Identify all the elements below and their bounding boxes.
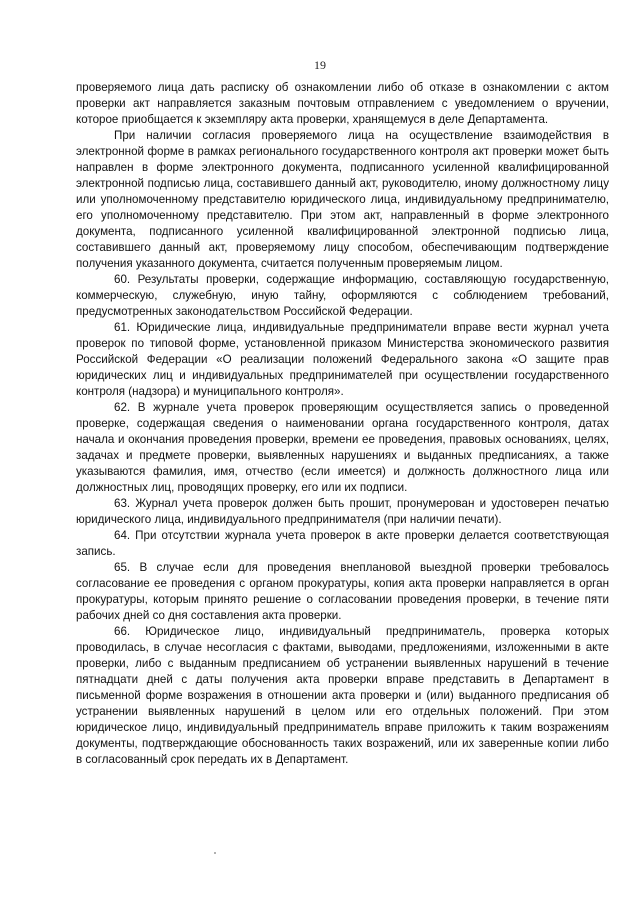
- document-body: [76, 80, 609, 768]
- paragraph-64: 64. При отсутствии журнала учета проверок в акте проверки делается соответствующая запись.: [76, 529, 609, 558]
- paragraph-63: 63. Журнал учета проверок должен быть прошит, пронумерован и удостоверен печатью юридического лица, индивидуального предпринимателя (при наличии печати).: [76, 497, 609, 526]
- page-number: 19: [314, 58, 326, 72]
- paragraph-61: 61. Юридические лица, индивидуальные предприниматели вправе вести журнал учета проверок по типовой форме, установленной приказом Министерства экономического развития Российской Федерации «О реализации положений Федерального закона «О защите прав юридических лиц и индивидуальных предпринимателей при осуществлении государственного контроля (надзора) и муниципального контроля».: [76, 321, 609, 398]
- paragraph-continuation: проверяемого лица дать расписку об ознакомлении либо об отказе в ознакомлении с актом проверки акт направляется заказным почтовым отправлением с уведомлением о вручении, которое приобщается к экземпляру акта проверки, хранящемуся в деле Департамента.: [76, 81, 609, 126]
- paragraph-62: 62. В журнале учета проверок проверяющим осуществляется запись о проведенной проверке, содержащая сведения о наименовании органа государственного контроля, датах начала и окончания проведения проверки, времени ее проведения, правовых основаниях, целях, задачах и предмете проверки, выявленных нарушениях и выданных предписаниях, а также указываются фамилия, имя, отчество (если имеется) и должность должностного лица или должностных лиц, проводящих проверку, его или их подписи.: [76, 401, 609, 494]
- scan-speck: [214, 852, 216, 854]
- paragraph-60: 60. Результаты проверки, содержащие информацию, составляющую государственную, коммерческую, служебную, иную тайну, оформляются с соблюдением требований, предусмотренных законодательством Российской Федерации.: [76, 273, 609, 318]
- paragraph-electronic-act: При наличии согласия проверяемого лица на осуществление взаимодействия в электронной форме в рамках регионального государственного контроля акт проверки может быть направлен в форме электронного документа, подписанного усиленной квалифицированной электронной подписью лица, составившего данный акт, руководителю, иному должностному лицу или уполномоченному представителю юридического лица, индивидуальному предпринимателю, его уполномоченному представителю. При этом акт, направленный в форме электронного документа, подписанного усиленной квалифицированной электронной подписью лица, составившего данный акт, проверяемому лицу способом, обеспечивающим подтверждение получения указанного документа, считается полученным проверяемым лицом.: [76, 129, 609, 270]
- paragraph-65: 65. В случае если для проведения внеплановой выездной проверки требовалось согласование ее проведения с органом прокуратуры, копия акта проверки направляется в орган прокуратуры, которым принято решение о согласовании проведения проверки, в течение пяти рабочих дней со дня составления акта проверки.: [76, 561, 609, 622]
- paragraph-66: 66. Юридическое лицо, индивидуальный предприниматель, проверка которых проводилась, в случае несогласия с фактами, выводами, предложениями, изложенными в акте проверки, либо с выданным предписанием об устранении выявленных нарушений в течение пятнадцати дней с даты получения акта проверки вправе представить в Департамент в письменной форме возражения в отношении акта проверки и (или) выданного предписания об устранении выявленных нарушений в целом или его отдельных положений. При этом юридическое лицо, индивидуальный предприниматель вправе приложить к таким возражениям документы, подтверждающие обоснованность таких возражений, или их заверенные копии либо в согласованный срок передать их в Департамент.: [76, 625, 609, 766]
